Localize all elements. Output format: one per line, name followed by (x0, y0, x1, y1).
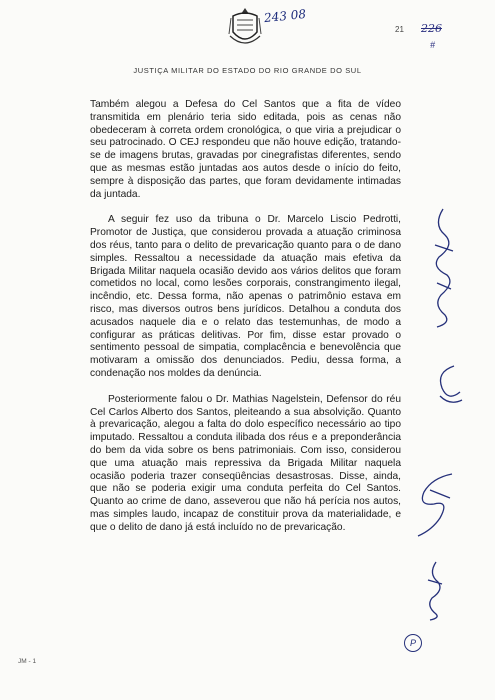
document-body (90, 99, 401, 548)
organization-header: JUSTIÇA MILITAR DO ESTADO DO RIO GRANDE DO SUL (133, 66, 362, 75)
page-number: 21 (395, 25, 404, 34)
handwritten-mark: # (430, 40, 436, 50)
paragraph-3: Posteriormente falou o Dr. Mathias Nagelstein, Defensor do réu Cel Carlos Alberto dos Santos, pleiteando a sua absolvição. Quanto à prevaricação, alegou a falta do dolo específico necessário ao tipo imputado. Ressaltou a conduta ilibada dos réus e a preponderância do bem da vida sobre os bens patrimoniais. Com isso, considerou que uma atuação mais repressiva da Brigada Militar naquela ocasião poderia trazer conseqüências desastrosas. Disse, ainda, que não se poderia exigir uma conduta perfeita do Cel Santos. Quanto ao crime de dano, asseverou que não há perícia nos autos, mas simples laudo, incapaz de constituir prova da materialidade, e que o delito de dano já está incluído no de prevaricação. (90, 393, 401, 533)
handwritten-stamp-number: 243 08 (263, 6, 307, 26)
coat-of-arms-icon (228, 6, 262, 50)
margin-signature-2 (432, 362, 466, 406)
margin-signature-4 (422, 560, 448, 622)
paragraph-1: Também alegou a Defesa do Cel Santos que a fita de vídeo transmitida em plenário teria sido editada, pois as cenas não obedeceram à correta ordem cronológica, o que viria a prejudicar o seu patrocinado. O CEJ respondeu que não houve edição, tratando-se de imagens brutas, gravadas por cinegrafistas diferentes, sendo que as mesmas estão juntadas aos autos desde o início do feito, sempre à disposição das partes, que foram devidamente intimadas da juntada. (90, 99, 401, 200)
handwritten-circle-mark: P (404, 634, 422, 652)
handwritten-page-number: 226 (421, 22, 442, 35)
form-code: JM - 1 (18, 658, 37, 665)
paragraph-2: A seguir fez uso da tribuna o Dr. Marcelo Lisciо Pedrotti, Promotor de Justiça, que considerou provada a atuação criminosa dos réus, tanto para o delito de prevaricação quanto para o de dano simples. Ressaltou a necessidade da atuação mais efetiva da Brigada Militar naquela ocasião devido aos vários delitos que foram cometidos no local, como lesões corporais, constrangimento ilegal, incêndio, etc. Dessa forma, não apenas o patrimônio estava em risco, mas diversos outros bens jurídicos. Detalhou a conduta dos acusados naquele dia e o relato das testemunhas, de modo a configurar as práticas delitivas. Por fim, disse estar provado o sentimento pessoal de simpatia, complacência e benevolência que motivaram a omissão dos denunciados. Pediu, dessa forma, a condenação nos moldes da denúncia. (90, 214, 401, 379)
margin-signature-1 (425, 205, 461, 330)
margin-signature-3 (412, 470, 460, 540)
